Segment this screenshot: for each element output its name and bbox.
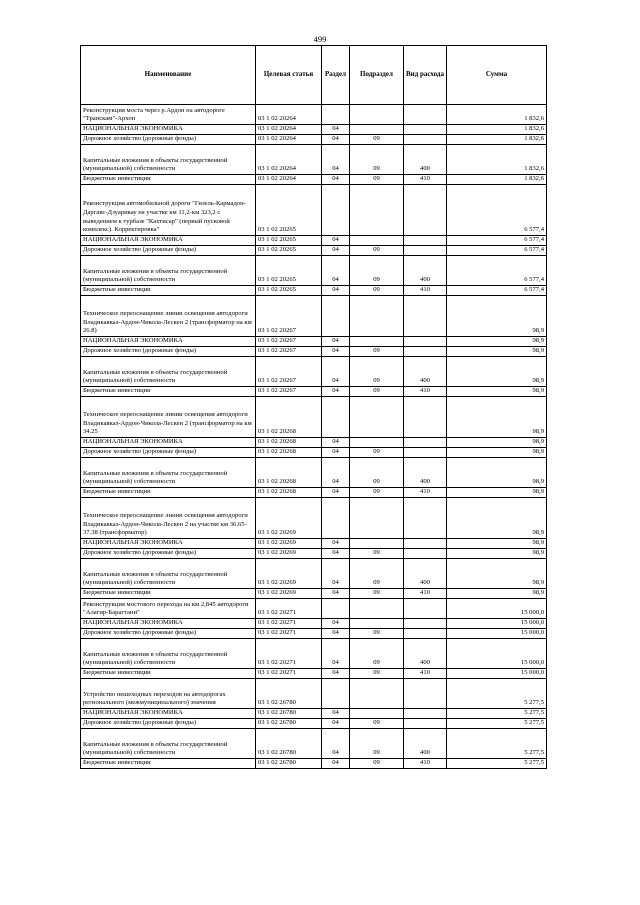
row-section-cell: 04 [322, 589, 350, 599]
row-target-cell: 03 1 02 20265 [256, 286, 322, 296]
row-section-cell: 04 [322, 709, 350, 719]
row-expense-type-cell [404, 347, 447, 357]
row-name-cell: НАЦИОНАЛЬНАЯ ЭКОНОМИКА [81, 236, 256, 246]
row-subsection-cell: 09 [350, 286, 404, 296]
table-row [81, 357, 547, 387]
row-sum-cell: 98,9 [447, 357, 547, 387]
row-sum-cell: 1 832,6 [447, 175, 547, 185]
row-sum-cell: 15 000,0 [447, 629, 547, 639]
table-row [81, 549, 547, 559]
row-expense-type-cell: 400 [404, 357, 447, 387]
row-expense-type-cell: 410 [404, 175, 447, 185]
table-row [81, 679, 547, 709]
row-sum-cell: 6 577,4 [447, 246, 547, 256]
row-name-cell: Техническое переоснащение линии освещения автодороги Владикавказ-Ардон-Чикола-Лескен 2 (трансформатор на км 26.8) [81, 296, 256, 337]
table-row [81, 559, 547, 589]
row-target-cell: 03 1 02 20267 [256, 337, 322, 347]
row-section-cell [322, 397, 350, 438]
row-subsection-cell: 09 [350, 246, 404, 256]
row-name-cell: Бюджетные инвестиции [81, 589, 256, 599]
table-row [81, 438, 547, 448]
row-expense-type-cell: 410 [404, 669, 447, 679]
row-target-cell: 03 1 02 20264 [256, 125, 322, 135]
row-target-cell: 03 1 02 20268 [256, 488, 322, 498]
row-name-cell: Бюджетные инвестиции [81, 286, 256, 296]
table-row [81, 347, 547, 357]
table-row [81, 729, 547, 759]
row-target-cell: 03 1 02 20271 [256, 629, 322, 639]
row-section-cell: 04 [322, 559, 350, 589]
row-expense-type-cell: 410 [404, 387, 447, 397]
row-section-cell: 04 [322, 135, 350, 145]
row-target-cell: 03 1 02 26780 [256, 719, 322, 729]
row-subsection-cell: 09 [350, 729, 404, 759]
row-subsection-cell: 09 [350, 669, 404, 679]
row-sum-cell: 98,9 [447, 498, 547, 539]
row-sum-cell: 15 000,0 [447, 599, 547, 619]
row-section-cell: 04 [322, 719, 350, 729]
row-target-cell: 03 1 02 20271 [256, 619, 322, 629]
row-name-cell: Дорожное хозяйство (дорожные фонды) [81, 549, 256, 559]
table-row [81, 185, 547, 236]
row-subsection-cell [350, 185, 404, 236]
header-section: Раздел [322, 46, 350, 105]
row-subsection-cell: 09 [350, 488, 404, 498]
row-target-cell: 03 1 02 20268 [256, 448, 322, 458]
table-row [81, 488, 547, 498]
row-subsection-cell [350, 397, 404, 438]
row-subsection-cell [350, 619, 404, 629]
row-subsection-cell: 09 [350, 145, 404, 175]
row-sum-cell: 98,9 [447, 458, 547, 488]
row-subsection-cell: 09 [350, 629, 404, 639]
table-row [81, 589, 547, 599]
row-section-cell: 04 [322, 458, 350, 488]
header-sum: Сумма [447, 46, 547, 105]
row-sum-cell: 5 277,5 [447, 719, 547, 729]
row-sum-cell: 15 000,0 [447, 639, 547, 669]
table-row [81, 286, 547, 296]
row-subsection-cell: 09 [350, 448, 404, 458]
row-target-cell: 03 1 02 20268 [256, 458, 322, 488]
row-expense-type-cell [404, 125, 447, 135]
row-target-cell: 03 1 02 20267 [256, 387, 322, 397]
row-target-cell: 03 1 02 20271 [256, 669, 322, 679]
table-row [81, 135, 547, 145]
row-section-cell [322, 679, 350, 709]
row-sum-cell: 98,9 [447, 549, 547, 559]
row-section-cell [322, 296, 350, 337]
row-name-cell: Реконструкция мостового перехода на км 2,845 автодороги "Алагир-Барагтани" [81, 599, 256, 619]
row-expense-type-cell [404, 397, 447, 438]
header-subsection: Подраздел [350, 46, 404, 105]
row-expense-type-cell [404, 629, 447, 639]
row-name-cell: Капитальные вложения в объекты государственной (муниципальной) собственности [81, 145, 256, 175]
row-section-cell: 04 [322, 175, 350, 185]
row-name-cell: Капитальные вложения в объекты государственной (муниципальной) собственности [81, 559, 256, 589]
row-target-cell: 03 1 02 20269 [256, 539, 322, 549]
row-section-cell: 04 [322, 357, 350, 387]
row-section-cell [322, 105, 350, 125]
row-section-cell: 04 [322, 145, 350, 175]
row-section-cell: 04 [322, 629, 350, 639]
row-expense-type-cell [404, 549, 447, 559]
row-expense-type-cell [404, 246, 447, 256]
row-expense-type-cell [404, 619, 447, 629]
row-subsection-cell: 09 [350, 639, 404, 669]
row-name-cell: Капитальные вложения в объекты государственной (муниципальной) собственности [81, 357, 256, 387]
row-subsection-cell [350, 296, 404, 337]
table-row [81, 337, 547, 347]
row-target-cell: 03 1 02 20268 [256, 397, 322, 438]
row-subsection-cell [350, 498, 404, 539]
row-sum-cell: 1 832,6 [447, 145, 547, 175]
row-section-cell [322, 498, 350, 539]
row-target-cell: 03 1 02 20267 [256, 347, 322, 357]
row-name-cell: Бюджетные инвестиции [81, 759, 256, 769]
row-name-cell: НАЦИОНАЛЬНАЯ ЭКОНОМИКА [81, 709, 256, 719]
row-sum-cell: 15 000,0 [447, 669, 547, 679]
row-expense-type-cell: 400 [404, 256, 447, 286]
row-section-cell: 04 [322, 256, 350, 286]
row-sum-cell: 1 832,6 [447, 105, 547, 125]
row-expense-type-cell: 410 [404, 286, 447, 296]
row-target-cell: 03 1 02 20269 [256, 498, 322, 539]
table-row [81, 256, 547, 286]
table-row [81, 498, 547, 539]
row-name-cell: Капитальные вложения в объекты государственной (муниципальной) собственности [81, 729, 256, 759]
row-subsection-cell: 09 [350, 347, 404, 357]
row-expense-type-cell [404, 719, 447, 729]
row-subsection-cell: 09 [350, 559, 404, 589]
row-target-cell: 03 1 02 20271 [256, 639, 322, 669]
row-name-cell: Техническое переоснащение линии освещения автодороги Владикавказ-Ардон-Чикола-Лескен 2 (трансформатор на км 34.25 [81, 397, 256, 438]
row-target-cell: 03 1 02 20267 [256, 296, 322, 337]
row-subsection-cell [350, 539, 404, 549]
row-target-cell: 03 1 02 20265 [256, 246, 322, 256]
row-expense-type-cell [404, 105, 447, 125]
row-expense-type-cell [404, 296, 447, 337]
row-section-cell: 04 [322, 619, 350, 629]
table-row [81, 669, 547, 679]
table-row [81, 246, 547, 256]
row-sum-cell: 15 000,0 [447, 619, 547, 629]
row-name-cell: НАЦИОНАЛЬНАЯ ЭКОНОМИКА [81, 337, 256, 347]
table-row [81, 639, 547, 669]
row-section-cell: 04 [322, 286, 350, 296]
row-name-cell: Бюджетные инвестиции [81, 488, 256, 498]
row-expense-type-cell: 400 [404, 559, 447, 589]
row-target-cell: 03 1 02 20264 [256, 175, 322, 185]
row-subsection-cell [350, 125, 404, 135]
row-target-cell: 03 1 02 20269 [256, 589, 322, 599]
row-subsection-cell [350, 236, 404, 246]
row-sum-cell: 98,9 [447, 337, 547, 347]
table-row [81, 719, 547, 729]
row-sum-cell: 6 577,4 [447, 185, 547, 236]
table-row [81, 759, 547, 769]
row-subsection-cell: 09 [350, 357, 404, 387]
row-expense-type-cell [404, 185, 447, 236]
row-sum-cell: 5 277,5 [447, 709, 547, 719]
row-subsection-cell [350, 679, 404, 709]
header-name: Наименование [81, 46, 256, 105]
row-name-cell: НАЦИОНАЛЬНАЯ ЭКОНОМИКА [81, 539, 256, 549]
row-section-cell: 04 [322, 387, 350, 397]
row-section-cell: 04 [322, 246, 350, 256]
row-sum-cell: 98,9 [447, 397, 547, 438]
row-target-cell: 03 1 02 20265 [256, 236, 322, 246]
row-subsection-cell: 09 [350, 175, 404, 185]
row-sum-cell: 98,9 [447, 589, 547, 599]
row-section-cell: 04 [322, 639, 350, 669]
row-expense-type-cell [404, 498, 447, 539]
row-expense-type-cell: 410 [404, 488, 447, 498]
row-name-cell: Дорожное хозяйство (дорожные фонды) [81, 246, 256, 256]
table-row [81, 709, 547, 719]
row-sum-cell: 98,9 [447, 387, 547, 397]
page-number: 499 [313, 34, 327, 44]
row-sum-cell: 6 577,4 [447, 236, 547, 246]
budget-table [80, 45, 547, 769]
row-expense-type-cell [404, 539, 447, 549]
row-section-cell: 04 [322, 236, 350, 246]
table-row [81, 599, 547, 619]
row-expense-type-cell [404, 438, 447, 448]
row-subsection-cell: 09 [350, 589, 404, 599]
row-section-cell: 04 [322, 448, 350, 458]
row-name-cell: Капитальные вложения в объекты государственной (муниципальной) собственности [81, 256, 256, 286]
row-section-cell: 04 [322, 669, 350, 679]
row-name-cell: Дорожное хозяйство (дорожные фонды) [81, 448, 256, 458]
row-target-cell: 03 1 02 26780 [256, 709, 322, 719]
row-target-cell: 03 1 02 20269 [256, 559, 322, 589]
row-sum-cell: 1 832,6 [447, 135, 547, 145]
row-section-cell [322, 599, 350, 619]
row-section-cell: 04 [322, 488, 350, 498]
table-row [81, 105, 547, 125]
row-expense-type-cell: 400 [404, 729, 447, 759]
row-name-cell: Реконструкция автомобильной дороги "Гизель-Кармадон-Даргавс-Дзуарикау на участке км 11,2-км 323,2 с выведением к турбазе "Кахтисар" (первый пусковой комплекс). Корректировка" [81, 185, 256, 236]
row-section-cell: 04 [322, 549, 350, 559]
table-row [81, 458, 547, 488]
row-subsection-cell: 09 [350, 719, 404, 729]
row-sum-cell: 98,9 [447, 488, 547, 498]
row-sum-cell: 6 577,4 [447, 256, 547, 286]
row-sum-cell: 98,9 [447, 559, 547, 589]
row-sum-cell: 98,9 [447, 438, 547, 448]
table-body [81, 105, 547, 769]
row-expense-type-cell [404, 599, 447, 619]
table-row [81, 145, 547, 175]
row-name-cell: Техническое переоснащение линии освещения автодороги Владикавказ-Ардон-Чикола-Лескен 2 на участке км 36.65-37.38 (трансформатор) [81, 498, 256, 539]
row-subsection-cell: 09 [350, 135, 404, 145]
row-subsection-cell [350, 337, 404, 347]
row-target-cell: 03 1 02 20264 [256, 135, 322, 145]
row-expense-type-cell [404, 337, 447, 347]
row-name-cell: Бюджетные инвестиции [81, 669, 256, 679]
row-target-cell: 03 1 02 20264 [256, 105, 322, 125]
row-name-cell: Капитальные вложения в объекты государственной (муниципальной) собственности [81, 458, 256, 488]
row-target-cell: 03 1 02 20267 [256, 357, 322, 387]
header-target: Целевая статья [256, 46, 322, 105]
row-target-cell: 03 1 02 20265 [256, 185, 322, 236]
row-subsection-cell: 09 [350, 458, 404, 488]
row-target-cell: 03 1 02 20268 [256, 438, 322, 448]
row-subsection-cell [350, 599, 404, 619]
row-expense-type-cell [404, 236, 447, 246]
table-header-row [81, 46, 547, 105]
row-subsection-cell [350, 709, 404, 719]
row-subsection-cell: 09 [350, 256, 404, 286]
row-name-cell: Капитальные вложения в объекты государственной (муниципальной) собственности [81, 639, 256, 669]
row-name-cell: Устройство пешеходных переходов на автодорогах регионального (межмуниципального) значения [81, 679, 256, 709]
row-name-cell: Дорожное хозяйство (дорожные фонды) [81, 719, 256, 729]
row-sum-cell: 5 277,5 [447, 729, 547, 759]
table-row [81, 236, 547, 246]
row-sum-cell: 5 277,5 [447, 679, 547, 709]
row-target-cell: 03 1 02 20265 [256, 256, 322, 286]
table-row [81, 539, 547, 549]
row-name-cell: Реконструкция моста через р.Ардон на автодороге "Транскам"-Архон [81, 105, 256, 125]
row-sum-cell: 1 832,6 [447, 125, 547, 135]
row-expense-type-cell [404, 709, 447, 719]
row-subsection-cell [350, 105, 404, 125]
table-row [81, 397, 547, 438]
row-section-cell: 04 [322, 759, 350, 769]
row-target-cell: 03 1 02 26780 [256, 679, 322, 709]
row-sum-cell: 98,9 [447, 448, 547, 458]
row-sum-cell: 5 277,5 [447, 759, 547, 769]
table-row [81, 629, 547, 639]
table-row [81, 619, 547, 629]
row-expense-type-cell [404, 135, 447, 145]
row-expense-type-cell: 400 [404, 458, 447, 488]
table-row [81, 448, 547, 458]
table-row [81, 387, 547, 397]
row-subsection-cell: 09 [350, 759, 404, 769]
table-row [81, 175, 547, 185]
row-name-cell: НАЦИОНАЛЬНАЯ ЭКОНОМИКА [81, 438, 256, 448]
row-expense-type-cell: 400 [404, 145, 447, 175]
row-name-cell: Дорожное хозяйство (дорожные фонды) [81, 135, 256, 145]
row-target-cell: 03 1 02 20264 [256, 145, 322, 175]
row-target-cell: 03 1 02 20269 [256, 549, 322, 559]
row-expense-type-cell: 400 [404, 639, 447, 669]
row-name-cell: Дорожное хозяйство (дорожные фонды) [81, 347, 256, 357]
row-target-cell: 03 1 02 26780 [256, 759, 322, 769]
row-subsection-cell: 09 [350, 387, 404, 397]
row-expense-type-cell [404, 448, 447, 458]
row-section-cell: 04 [322, 125, 350, 135]
row-target-cell: 03 1 02 26780 [256, 729, 322, 759]
row-section-cell: 04 [322, 347, 350, 357]
row-name-cell: Бюджетные инвестиции [81, 387, 256, 397]
row-sum-cell: 98,9 [447, 347, 547, 357]
row-sum-cell: 98,9 [447, 539, 547, 549]
row-expense-type-cell: 410 [404, 589, 447, 599]
row-section-cell: 04 [322, 438, 350, 448]
row-expense-type-cell: 410 [404, 759, 447, 769]
row-subsection-cell [350, 438, 404, 448]
row-section-cell: 04 [322, 729, 350, 759]
row-name-cell: НАЦИОНАЛЬНАЯ ЭКОНОМИКА [81, 619, 256, 629]
row-sum-cell: 6 577,4 [447, 286, 547, 296]
row-name-cell: НАЦИОНАЛЬНАЯ ЭКОНОМИКА [81, 125, 256, 135]
header-expense-type: Вид расхода [404, 46, 447, 105]
row-sum-cell: 98,9 [447, 296, 547, 337]
row-name-cell: Дорожное хозяйство (дорожные фонды) [81, 629, 256, 639]
row-section-cell: 04 [322, 539, 350, 549]
row-target-cell: 03 1 02 20271 [256, 599, 322, 619]
row-name-cell: Бюджетные инвестиции [81, 175, 256, 185]
table-row [81, 296, 547, 337]
row-expense-type-cell [404, 679, 447, 709]
row-section-cell: 04 [322, 337, 350, 347]
row-section-cell [322, 185, 350, 236]
row-subsection-cell: 09 [350, 549, 404, 559]
table-row [81, 125, 547, 135]
